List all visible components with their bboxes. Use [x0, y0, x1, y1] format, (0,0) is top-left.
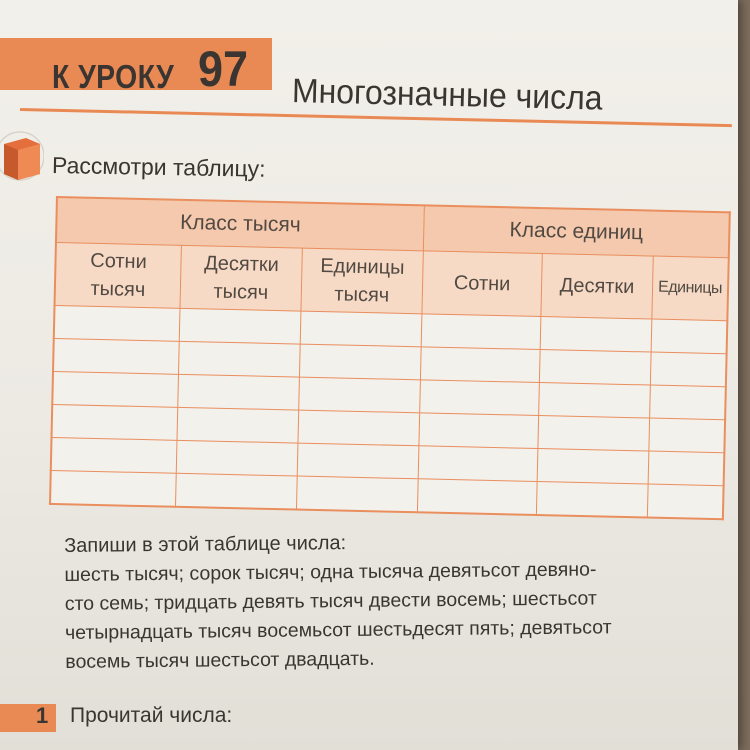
- table-cell[interactable]: [54, 305, 180, 341]
- exercise-line: четырнадцать тысяч восемьсот шестьдесят пять; девятьсот: [64, 616, 612, 644]
- table-cell[interactable]: [175, 473, 297, 509]
- table-cell[interactable]: [417, 479, 537, 515]
- table-cell[interactable]: [418, 446, 538, 482]
- column-header-line: тысяч: [213, 280, 269, 304]
- table-cell[interactable]: [296, 476, 418, 512]
- exercise-number: 1: [36, 703, 49, 728]
- table-cell[interactable]: [300, 311, 422, 347]
- column-header-line: Десятки: [559, 274, 635, 299]
- table-cell[interactable]: [421, 314, 541, 350]
- exercise-text: [64, 526, 612, 677]
- table-cell[interactable]: [53, 338, 179, 374]
- table-cell[interactable]: [50, 470, 176, 506]
- table-cell[interactable]: [177, 407, 299, 443]
- table-cell[interactable]: [651, 319, 727, 354]
- units-class-header: Класс единиц: [423, 205, 729, 257]
- table-cell[interactable]: [649, 418, 725, 453]
- column-header-line: Единицы: [657, 278, 723, 298]
- place-value-table: [49, 196, 731, 520]
- table-cell[interactable]: [650, 352, 726, 387]
- table-cell[interactable]: [299, 377, 421, 413]
- table-cell[interactable]: [650, 385, 726, 420]
- place-value-table-wrap: [49, 196, 731, 520]
- column-header-line: Десятки: [203, 252, 280, 277]
- lesson-title: Многозначные числа: [291, 72, 604, 118]
- thousands-class-header: Класс тысяч: [56, 197, 424, 251]
- table-cell[interactable]: [178, 341, 300, 377]
- lesson-number: 97: [198, 41, 249, 97]
- table-cell[interactable]: [51, 437, 177, 473]
- lesson-label: К УРОКУ: [52, 58, 175, 95]
- column-header: [652, 256, 729, 321]
- table-cell[interactable]: [539, 383, 651, 419]
- table-cell[interactable]: [419, 413, 539, 449]
- instruction-text: Рассмотри таблицу:: [51, 152, 266, 182]
- exercise-line: сто семь; тридцать девять тысяч двести восемь; шестьсот: [64, 587, 597, 615]
- column-header-line: Единицы: [320, 255, 405, 279]
- table-cell[interactable]: [297, 443, 419, 479]
- table-cell[interactable]: [540, 317, 652, 353]
- column-header: [541, 254, 653, 320]
- table-cell[interactable]: [538, 416, 650, 452]
- table-cell[interactable]: [176, 440, 298, 476]
- column-header-line: Сотни: [90, 249, 148, 274]
- column-header: [180, 245, 302, 311]
- table-cell[interactable]: [52, 371, 178, 407]
- exercise-1-text: Прочитай числа:: [70, 704, 233, 727]
- exercise-line: Запиши в этой таблице числа:: [64, 532, 347, 557]
- table-cell[interactable]: [420, 347, 540, 383]
- table-cell[interactable]: [648, 451, 724, 486]
- column-header: [422, 251, 542, 317]
- table-cell[interactable]: [299, 344, 421, 380]
- table-cell[interactable]: [420, 380, 540, 416]
- exercise-line: восемь тысяч шестьсот двадцать.: [65, 647, 375, 673]
- table-cell[interactable]: [647, 484, 723, 519]
- table-cell[interactable]: [537, 448, 649, 484]
- column-header-line: тысяч: [334, 283, 390, 307]
- table-cell[interactable]: [536, 481, 648, 517]
- column-header: [301, 248, 423, 314]
- table-cell[interactable]: [179, 308, 301, 344]
- column-header-line: Сотни: [453, 272, 511, 296]
- book-icon: [0, 130, 44, 182]
- column-header: [55, 243, 182, 309]
- table-cell[interactable]: [298, 410, 420, 446]
- table-cell[interactable]: [178, 374, 300, 410]
- exercise-line: шесть тысяч; сорок тысяч; одна тысяча девятьсот девяно-: [64, 558, 597, 586]
- column-header-line: тысяч: [90, 277, 146, 302]
- table-cell[interactable]: [539, 350, 651, 386]
- table-cell[interactable]: [52, 404, 178, 440]
- table-body: [50, 305, 727, 519]
